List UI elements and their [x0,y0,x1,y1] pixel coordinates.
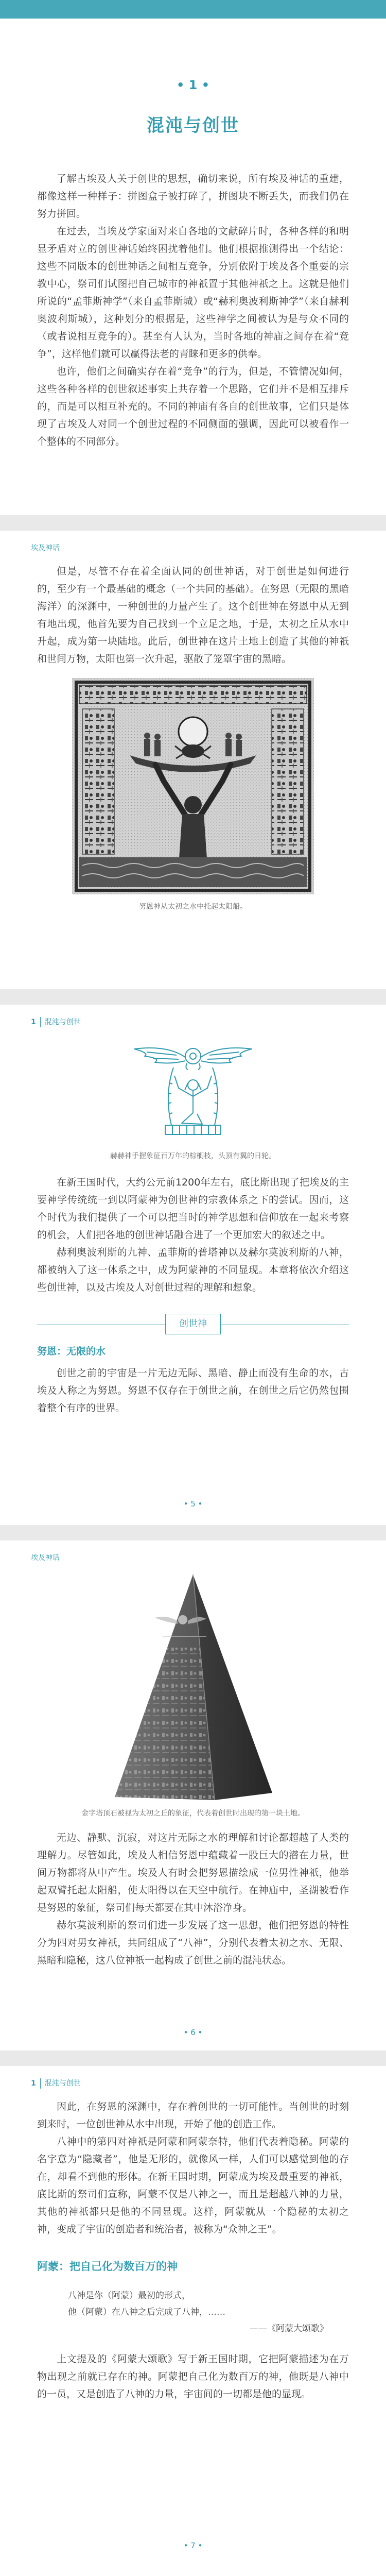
chapter-title: 混沌与创世 [147,115,239,136]
paragraph: 上文提及的《阿蒙大颂歌》写于新王国时期，它把阿蒙描述为在万物出现之前就已存在的神。阿蒙把自己化为数百万的神，他既是八神中的一员，又是创造了八神的力量，宇宙间的一切都是他的显现。 [37,2353,349,2400]
paragraph: 无边、静默、沉寂，对这片无际之水的理解和讨论都超越了人类的理解力。尽管如此，埃及人相信努恩中蕴藏着一股巨大的潜在力量，世间万物都将从中产生。埃及人有时会把努恩描绘成一位男性神祇，他举起双臂托起太阳船，使太阳得以在天空中航行。在神庙中，圣湖被看作是努恩的象征，祭司们每天都要在其中沐浴净身。 [37,1832,349,1913]
paragraph: 了解古埃及人关于创世的思想，确切来说，所有埃及神话的重建，都像这样一种样子：拼图盒子被打碎了，拼图块不断丢失，而我们仍在努力拼回。 [37,173,349,219]
running-head-chapter-number: 1 [31,1017,41,1027]
page-body [37,1829,349,1969]
quote-line: 他（阿蒙）在八神之后完成了八神，…… [68,2307,225,2317]
page-content [0,1005,386,1417]
paragraph: 也许，他们之间确实存在着“竞争”的行为，但是，不管情况如何，这些各种各样的创世叙述事实上共存着一个思路，它们并不是相互排斥的，而是可以相互补充的。不同的神庙有各自的创世故事，它们只是体现了古埃及人对同一个创世过程的不同侧面的强调，因此可以被看作一个整体的不同部分。 [37,366,349,447]
paragraph: 但是，尽管不存在着全面认同的创世神话，对于创世是如何进行的，至少有一个最基础的概念（一个共同的基础）。在努恩（无限的黑暗海洋）的深渊中，一种创世的力量产生了。这个创世神在努恩中从无到有地出现，他首先要为自己找到一个立足之地，于是，太初之丘从水中升起，成为第一块陆地。此后，创世神在这片土地上创造了其他的神祇和世间万物，太阳也第一次升起，驱散了笼罩宇宙的黑暗。 [37,566,349,665]
paragraph: 八神中的第四对神祇是阿蒙和阿蒙奈特，他们代表着隐秘。阿蒙的名字意为“隐藏者”，他是无形的，就像风一样，人们可以感觉到他的存在，却看不到他的形体。在新王国时期，阿蒙成为埃及最重要的神祇，底比斯的祭司们宣称，阿蒙不仅是八神之一，而且是超越八神的力量，其他的神祇都只是他的不同显现。这样，阿蒙就从一个隐秘的太初之神，变成了宇宙的创造者和统治者，被称为“众神之王”。 [37,2136,349,2235]
section-title-label: 创世神 [165,1314,221,1334]
paragraph: 在过去，当埃及学家面对来自各地的文献碎片时，各种各样的和明显矛盾对立的创世神话始终困扰着他们。他们根据推测得出一个结论：这些不同版本的创世神话之间相互竞争，分别依附于埃及各个重要的宗教中心，祭司们试图把自己城市的神祇置于其他神祇之上。这就是他们所说的“孟菲斯神学”（来自孟菲斯城）或“赫利奥波利斯神学”（来自赫利奥波利斯城），这种划分的根据是，这些神学之间被认为是与众不同的（或者说相互竞争的）。甚至有人认为，当时各地的神庙之间存在着“竞争”，这样他们就可以赢得法老的青睐和更多的供奉。 [37,226,349,360]
chapter-number: • 1 • [176,78,210,92]
heh-winged-disk-line-drawing [116,1037,270,1145]
page-number: • 6 • [183,2028,203,2037]
running-head [31,543,60,553]
running-head [31,2078,81,2089]
running-head-title: 埃及神话 [31,544,60,552]
paragraph: 赫尔莫波利斯的祭司们进一步发展了这一思想，他们把努恩的特性分为四对男女神祇，共同组成了“八神”，分别代表着太初之水、无限、黑暗和隐秘，这八位神祇一起构成了创世之前的混沌状态。 [37,1920,349,1966]
section-title [37,1314,349,1334]
book-page-7 [0,2066,386,2576]
chapter-opening-page [0,0,386,515]
running-head-title: 混沌与创世 [44,2079,81,2088]
figure-caption: 赫赫神手握象征百万年的棕榈枝，头顶有翼的日轮。 [110,1152,276,1160]
quote-attribution: ——《阿蒙大颂歌》 [250,2324,328,2334]
running-head [31,1553,60,1563]
paragraph: 创世之前的宇宙是一片无边无际、黑暗、静止而没有生命的水，古埃及人称之为努恩。努恩不仅存在于创世之前，在创世之后它仍然包围着整个有序的世界。 [37,1367,349,1414]
book-page-5 [0,1005,386,1525]
page-number: • 7 • [183,2541,203,2550]
paragraph: 赫利奥波利斯的九神、孟菲斯的普塔神以及赫尔莫波利斯的八神，都被纳入了这一体系之中，成为阿蒙神的不同显现。本章将依次介绍这些创世神，以及古埃及人对创世过程的理解和想象。 [37,1247,349,1293]
hymn-quote [68,2287,349,2337]
subsection-title: 努恩：无限的水 [37,1346,106,1357]
page-number: • 5 • [183,1499,203,1509]
running-head [31,1017,81,1027]
subsection-title: 阿蒙：把自己化为数百万的神 [37,2260,178,2273]
book-page-2 [0,531,386,989]
quote-line: 八神是你（阿蒙）最初的形式， [68,2291,190,2301]
nun-raising-solar-barque-illustration [72,678,314,894]
figure-caption: 努恩神从太初之水中托起太阳船。 [139,903,247,911]
chapter-top-band [0,0,386,19]
page-content [0,2066,386,2403]
pyramidion-stone-photo [106,1570,280,1802]
running-head-chapter-number: 1 [31,2078,41,2089]
page-body [37,1174,349,1296]
page-content [0,531,386,913]
section-body [37,1364,349,1417]
figure-caption: 金字塔顶石被视为太初之丘的象征，代表着创世时出现的第一块土地。 [81,1809,305,1818]
chapter-content [0,0,386,450]
paragraph: 在新王国时代，大约公元前1200年左右，底比斯出现了把埃及的主要神学传统统一到以阿蒙神为创世神的宗教体系之下的尝试。因而，这个时代为我们提供了一个可以把当时的神学思想和信仰放在一起来考察的机会，人们把各地的创世神话融合进了一个更加宏大的叙述之中。 [37,1177,349,1241]
page-content [0,1540,386,1969]
book-page-6 [0,1540,386,2050]
chapter-body [37,170,349,450]
paragraph: 因此，在努恩的深渊中，存在着创世的一切可能性。当创世的时刻到来时，一位创世神从水中出现，开始了他的创造工作。 [37,2101,349,2130]
running-head-title: 埃及神话 [31,1554,60,1562]
running-head-title: 混沌与创世 [44,1018,81,1026]
